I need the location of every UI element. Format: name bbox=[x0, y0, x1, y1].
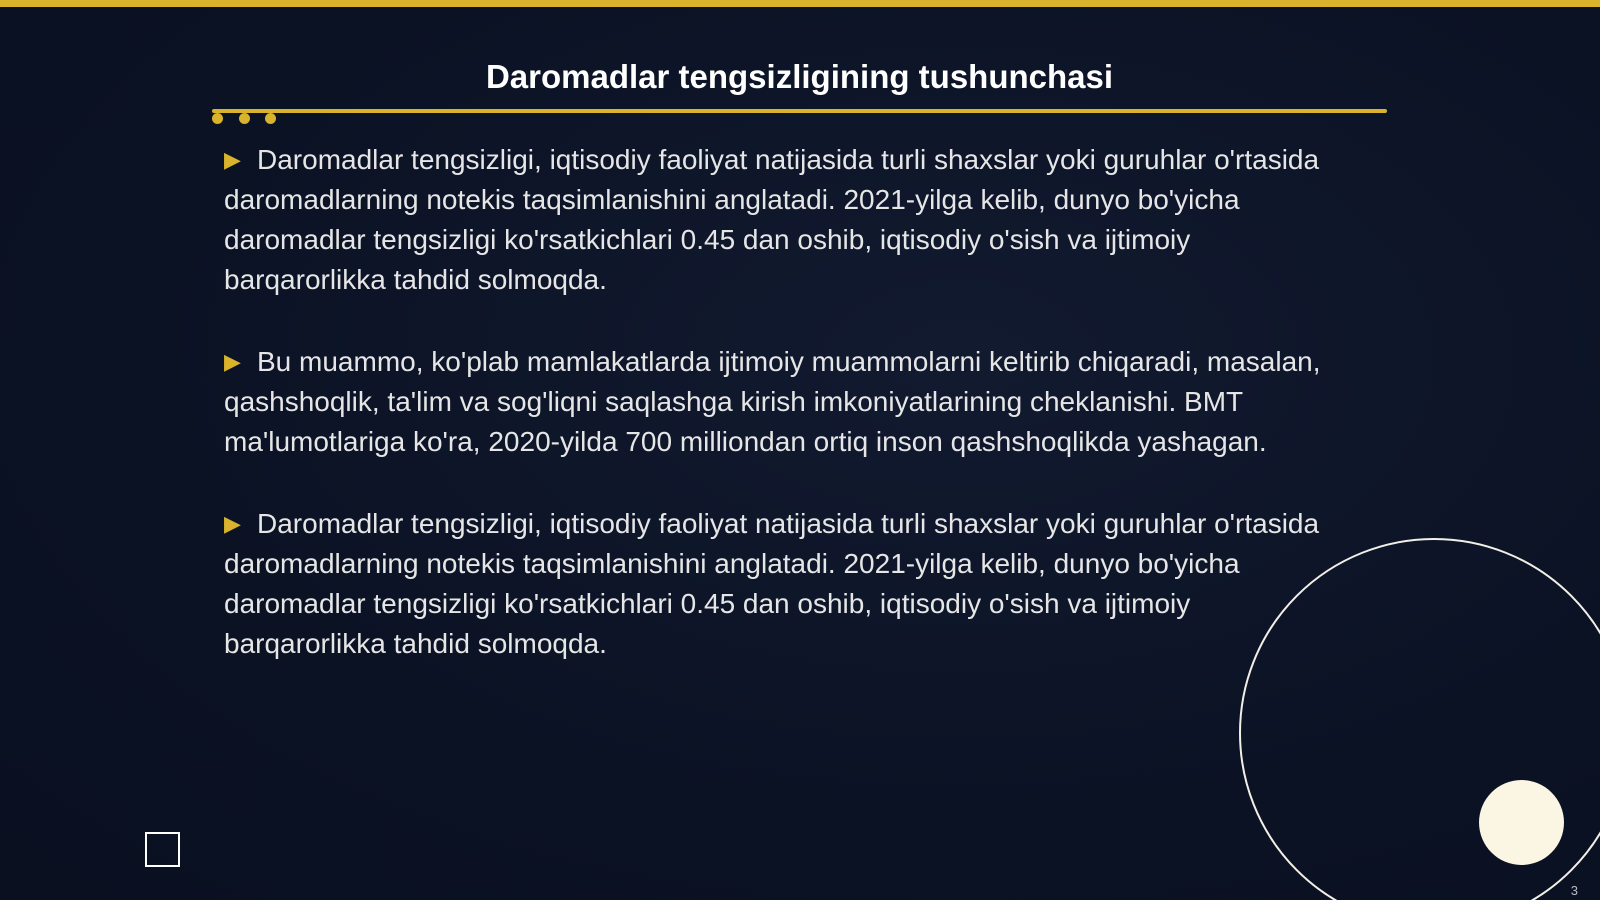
decor-circle-filled bbox=[1479, 780, 1564, 865]
decor-square-outline bbox=[145, 832, 180, 867]
triangle-bullet-icon: ▶ bbox=[224, 349, 241, 374]
bullet-item bbox=[224, 504, 1359, 664]
bullet-item bbox=[224, 342, 1359, 462]
bullet-item bbox=[224, 140, 1359, 300]
title-underline bbox=[212, 109, 1387, 113]
top-accent-bar bbox=[0, 0, 1600, 7]
decor-dot bbox=[239, 113, 250, 124]
bullet-text: Daromadlar tengsizligi, iqtisodiy faoliyat natijasida turli shaxslar yoki guruhlar o'rtasida daromadlarning notekis taqsimlanishini anglatadi. 2021-yilga kelib, dunyo bo'yicha daromadlar tengsizligi ko'rsatkichlari 0.45 dan oshib, iqtisodiy o'sish va ijtimoiy barqarorlikka tahdid solmoqda. bbox=[224, 144, 1320, 295]
bullet-text: Daromadlar tengsizligi, iqtisodiy faoliyat natijasida turli shaxslar yoki guruhlar o'rtasida daromadlarning notekis taqsimlanishini anglatadi. 2021-yilga kelib, dunyo bo'yicha daromadlar tengsizligi ko'rsatkichlari 0.45 dan oshib, iqtisodiy o'sish va ijtimoiy barqarorlikka tahdid solmoqda. bbox=[224, 508, 1320, 659]
triangle-bullet-icon: ▶ bbox=[224, 511, 241, 536]
bullet-list bbox=[224, 140, 1359, 706]
slide-title: Daromadlar tengsizligining tushunchasi bbox=[485, 58, 1114, 95]
decor-dot bbox=[265, 113, 276, 124]
bullet-text: Bu muammo, ko'plab mamlakatlarda ijtimoiy muammolarni keltirib chiqaradi, masalan, qashshoqlik, ta'lim va sog'liqni saqlashga kirish imkoniyatlarining cheklanishi. BMT ma'lumotlariga ko'ra, 2020-yilda 700 milliondan ortiq inson qashshoqlikda yashagan. bbox=[224, 346, 1321, 457]
page-number: 3 bbox=[1570, 883, 1578, 898]
triangle-bullet-icon: ▶ bbox=[224, 147, 241, 172]
decor-dot bbox=[212, 113, 223, 124]
